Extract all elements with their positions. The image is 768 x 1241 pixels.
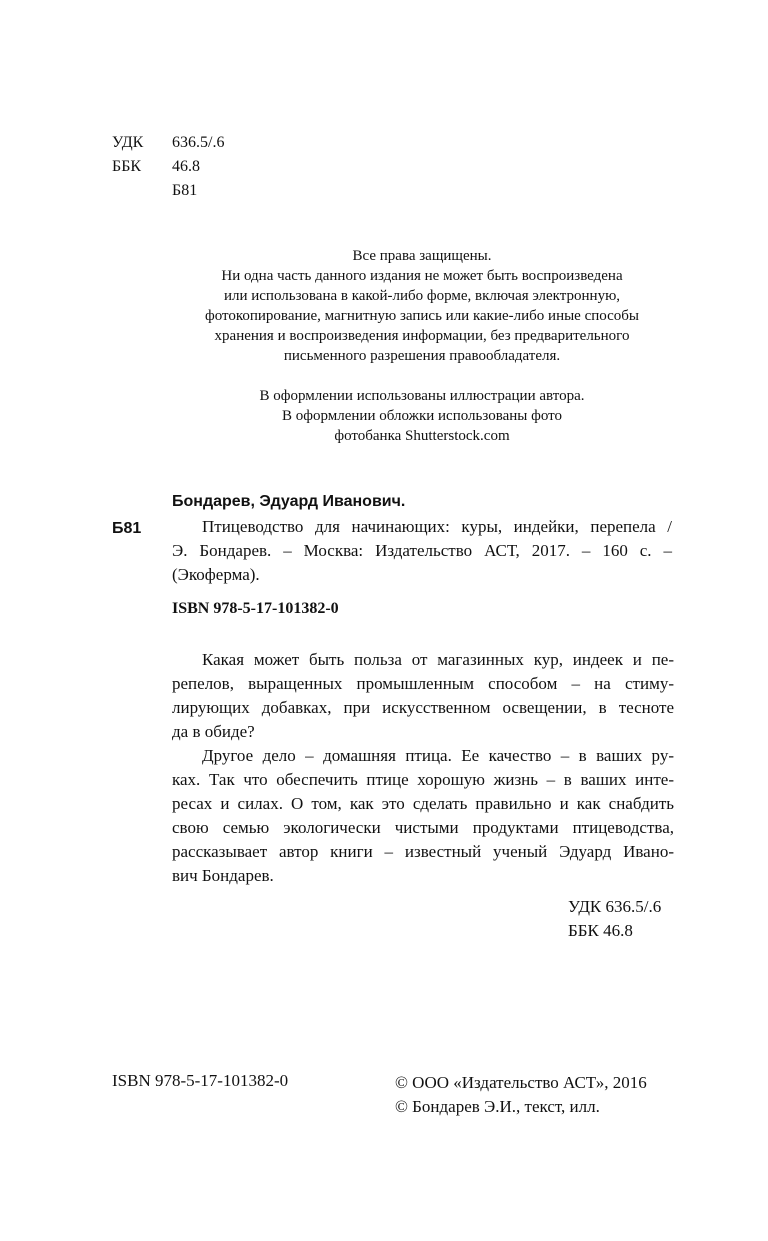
- udk-bbk-summary: [568, 895, 661, 943]
- biblio-line: Птицеводство для начинающих: куры, индейки, перепела /: [202, 517, 672, 536]
- empty-label: [112, 179, 172, 203]
- annotation-line: рассказывает автор книги – известный ученый Эдуард Ивано-: [172, 842, 674, 861]
- udk-row: [112, 131, 224, 155]
- biblio-line: Э. Бондарев. – Москва: Издательство АСТ, 2017. – 160 с. –: [172, 541, 672, 560]
- rights-line: Ни одна часть данного издания не может быть воспроизведена: [221, 268, 623, 284]
- footer-isbn: ISBN 978-5-17-101382-0: [112, 1071, 289, 1090]
- rights-line: хранения и воспроизведения информации, без предварительного: [214, 328, 630, 344]
- classification-block: [112, 131, 224, 203]
- udk-value: 636.5/.6: [172, 134, 225, 151]
- annotation: [172, 648, 674, 888]
- author-heading: Бондарев, Эдуард Иванович.: [172, 493, 406, 510]
- illustrations-line: фотобанка Shutterstock.com: [334, 428, 510, 444]
- author-code-row: [112, 179, 224, 203]
- annotation-line: лирующих добавках, при искусственном освещении, в тесноте: [172, 698, 674, 717]
- bbk-label: ББК: [112, 158, 142, 175]
- record-isbn: ISBN 978-5-17-101382-0: [172, 600, 339, 617]
- author-code-value: Б81: [172, 182, 198, 199]
- bbk-value: 46.8: [172, 158, 200, 175]
- annotation-line: репелов, выращенных промышленным способом – на стиму-: [172, 674, 674, 693]
- bbk-summary: ББК 46.8: [568, 921, 633, 940]
- annotation-line: ках. Так что обеспечить птице хорошую жизнь – в ваших инте-: [172, 770, 674, 789]
- annotation-line: свою семью экологически чистыми продуктами птицеводства,: [172, 818, 674, 837]
- copyright-line: © Бондарев Э.И., текст, илл.: [395, 1097, 600, 1116]
- bbk-row: [112, 155, 224, 179]
- udk-label: УДК: [112, 134, 144, 151]
- annotation-line: Какая может быть польза от магазинных кур, индеек и пе-: [202, 650, 674, 669]
- illustrations-line: В оформлении использованы иллюстрации автора.: [259, 388, 585, 404]
- annotation-line: вич Бондарев.: [172, 866, 274, 885]
- author-code: Б81: [112, 520, 142, 537]
- rights-line: фотокопирование, магнитную запись или какие-либо иные способы: [204, 308, 640, 324]
- copyright-block: [395, 1071, 647, 1119]
- annotation-line: ресах и силах. О том, как это сделать правильно и как снабдить: [172, 794, 674, 813]
- annotation-line: да в обиде?: [172, 722, 255, 741]
- biblio-line: (Экоферма).: [172, 565, 260, 584]
- rights-line: или использована в какой-либо форме, включая электронную,: [223, 288, 621, 304]
- rights-line: письменного разрешения правообладателя.: [283, 348, 561, 364]
- rights-line: Все права защищены.: [352, 248, 492, 264]
- bibliographic-description: [172, 515, 672, 587]
- annotation-line: Другое дело – домашняя птица. Ее качество – в ваших ру-: [202, 746, 674, 765]
- copyright-line: © ООО «Издательство АСТ», 2016: [395, 1073, 647, 1092]
- udk-summary: УДК 636.5/.6: [568, 897, 662, 916]
- rights-notice: [120, 246, 724, 446]
- illustrations-line: В оформлении обложки использованы фото: [282, 408, 562, 424]
